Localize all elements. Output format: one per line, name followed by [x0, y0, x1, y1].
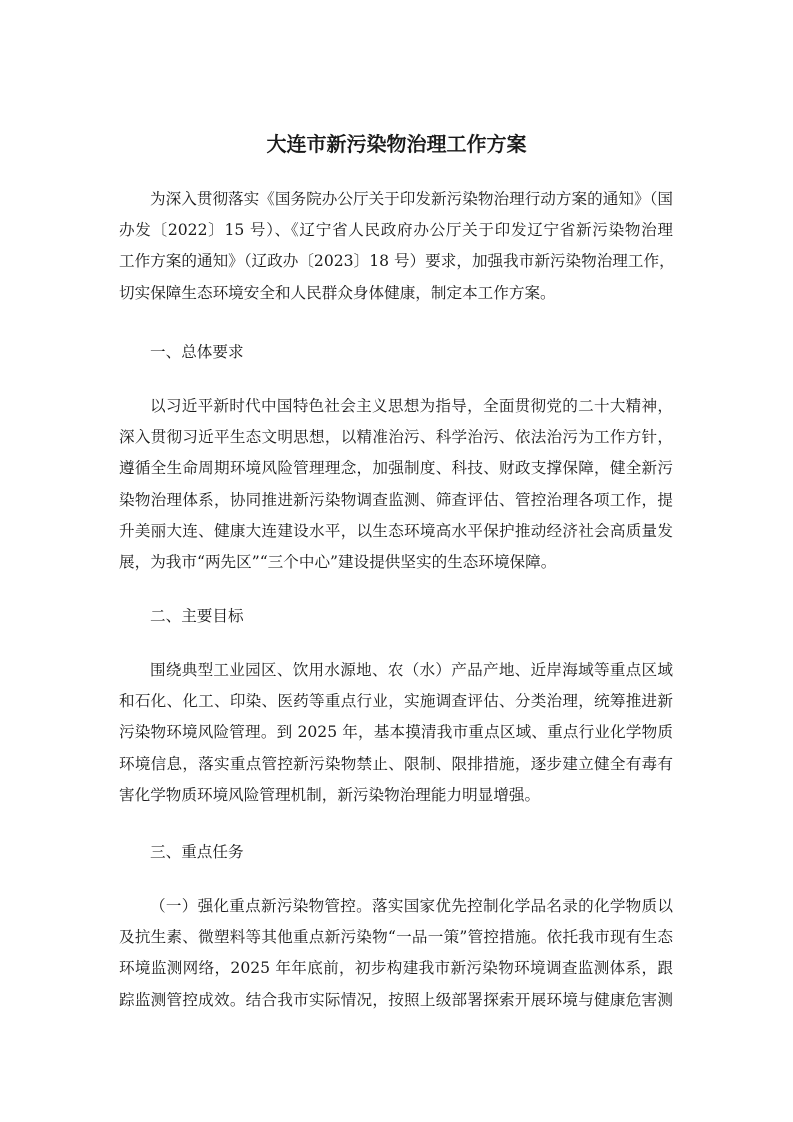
text-line: 污染物环境风险管理。到 2025 年，基本摸清我市重点区域、重点行业化学物质	[119, 723, 673, 742]
section-heading-overall: 一、总体要求	[150, 343, 244, 361]
text-line: 害化学物质环境风险管理机制，新污染物治理能力明显增强。	[119, 785, 541, 804]
text-line: 踪监测管控成效。结合我市实际情况，按照上级部署探索开展环境与健康危害测	[119, 990, 673, 1009]
tasks-paragraph	[119, 891, 673, 1016]
text-line: 切实保障生态环境安全和人民群众身体健康，制定本工作方案。	[119, 283, 556, 302]
text-line: 深入贯彻习近平生态文明思想，以精准治污、科学治污、依法治污为工作方针，	[119, 428, 673, 447]
text-line: 及抗生素、微塑料等其他重点新污染物“一品一策”管控措施。依托我市现有生态	[119, 928, 673, 947]
document-title: 大连市新污染物治理工作方案	[266, 132, 527, 156]
text-line: 环境监测网络，2025 年年底前，初步构建我市新污染物环境调查监测体系，跟	[119, 959, 673, 978]
text-line: （一）强化重点新污染物管控。落实国家优先控制化学品名录的化学物质以	[150, 897, 673, 915]
text-line: 展，为我市“两先区”“三个中心”建设提供坚实的生态环境保障。	[119, 552, 557, 571]
section-heading-goals: 二、主要目标	[150, 607, 244, 625]
text-line: 环境信息，落实重点管控新污染物禁止、限制、限排措施，逐步建立健全有毒有	[119, 754, 673, 773]
text-line: 升美丽大连、健康大连建设水平，以生态环境高水平保护推动经济社会高质量发	[119, 521, 673, 540]
text-line: 办发〔2022〕15 号）、《辽宁省人民政府办公厅关于印发辽宁省新污染物治理	[119, 221, 673, 240]
text-line: 染物治理体系，协同推进新污染物调查监测、筛查评估、管控治理各项工作，提	[119, 490, 673, 509]
text-line: 围绕典型工业园区、饮用水源地、农（水）产品产地、近岸海域等重点区域	[150, 661, 673, 679]
text-line: 工作方案的通知》（辽政办〔2023〕18 号）要求，加强我市新污染物治理工作，	[119, 252, 675, 271]
overall-paragraph	[119, 391, 673, 578]
text-line: 为深入贯彻落实《国务院办公厅关于印发新污染物治理行动方案的通知》（国	[150, 190, 673, 208]
text-line: 以习近平新时代中国特色社会主义思想为指导，全面贯彻党的二十大精神，	[150, 397, 673, 415]
goals-paragraph	[119, 655, 673, 811]
text-line: 遵循全生命周期环境风险管理理念，加强制度、科技、财政支撑保障，健全新污	[119, 459, 673, 478]
section-heading-tasks: 三、重点任务	[150, 843, 244, 861]
text-line: 和石化、化工、印染、医药等重点行业，实施调查评估、分类治理，统筹推进新	[119, 692, 673, 711]
intro-paragraph	[119, 184, 673, 309]
